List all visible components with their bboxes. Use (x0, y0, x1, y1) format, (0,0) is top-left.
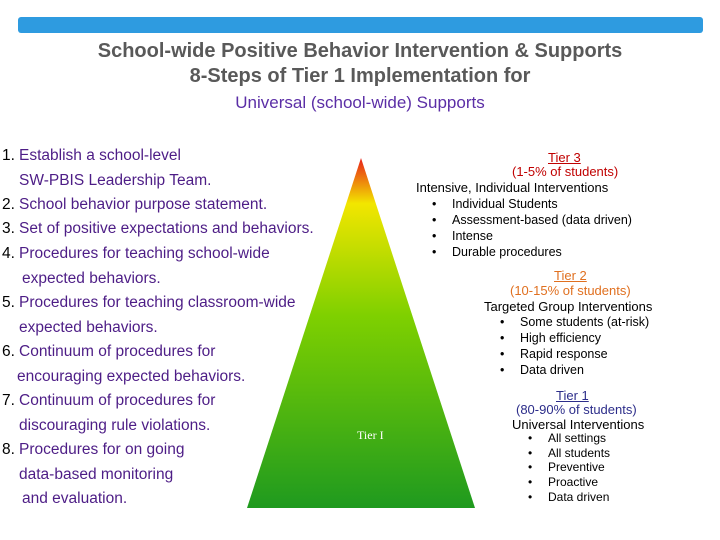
tier2-list (500, 314, 649, 378)
pyramid-label: Tier I (357, 428, 384, 442)
tier1-subtitle: (80-90% of students) (516, 402, 637, 417)
tier3-heading: Intensive, Individual Interventions (416, 180, 609, 195)
step-text-cont: expected behaviors. (22, 269, 161, 287)
tier1-heading: Universal Interventions (512, 417, 645, 432)
list-item: • Durable procedures (432, 244, 632, 260)
step-number: 7. (2, 392, 15, 409)
tier2-title: Tier 2 (554, 268, 587, 283)
list-item: • Proactive (528, 475, 610, 490)
step-text-cont: discouraging rule violations. (19, 416, 211, 434)
step-text: Set of positive expectations and behaviors. (19, 220, 314, 237)
tier1-title: Tier 1 (556, 388, 589, 403)
step-text: Establish a school-level (19, 147, 181, 164)
step-number: 6. (2, 343, 15, 360)
list-item: • Data driven (500, 362, 649, 378)
tier3-title: Tier 3 (548, 150, 581, 165)
tier1-list (528, 431, 610, 505)
list-item: • Some students (at-risk) (500, 314, 649, 330)
list-item: • Rapid response (500, 346, 649, 362)
step-number: 4. (2, 245, 15, 262)
page-subtitle-2: Universal (school-wide) Supports (235, 93, 485, 112)
step-number: 1. (2, 147, 15, 164)
step-number: 2. (2, 196, 15, 213)
list-item: • Individual Students (432, 196, 632, 212)
list-item: • High efficiency (500, 330, 649, 346)
step-text: Continuum of procedures for (19, 392, 216, 409)
step-text: Continuum of procedures for (19, 343, 216, 360)
list-item: • All settings (528, 431, 610, 446)
step-text-cont: and evaluation. (22, 490, 128, 507)
step-text-cont: expected behaviors. (19, 318, 158, 336)
step-number: 8. (2, 441, 15, 458)
list-item: • Preventive (528, 460, 610, 475)
list-item: • All students (528, 446, 610, 461)
step-text: Procedures for teaching classroom-wide (19, 294, 296, 311)
tier2-heading: Targeted Group Interventions (484, 299, 653, 314)
step-text: School behavior purpose statement. (19, 196, 268, 213)
step-text: Procedures for on going (19, 441, 185, 458)
step-text-cont: data-based monitoring (19, 465, 174, 483)
list-item: • Assessment-based (data driven) (432, 212, 632, 228)
step-number: 5. (2, 294, 15, 311)
tier3-list (432, 196, 632, 260)
list-item: • Data driven (528, 490, 610, 505)
tier3-subtitle: (1-5% of students) (512, 164, 619, 179)
step-text-cont: SW-PBIS Leadership Team. (19, 171, 212, 189)
tier2-subtitle: (10-15% of students) (510, 283, 631, 298)
list-item: • Intense (432, 228, 632, 244)
page-subtitle: 8-Steps of Tier 1 Implementation for (189, 65, 531, 87)
step-text-cont: encouraging expected behaviors. (17, 367, 246, 385)
step-text: Procedures for teaching school-wide (19, 245, 270, 262)
page-title: School-wide Positive Behavior Intervention & Supports (97, 40, 623, 62)
step-number: 3. (2, 220, 15, 237)
